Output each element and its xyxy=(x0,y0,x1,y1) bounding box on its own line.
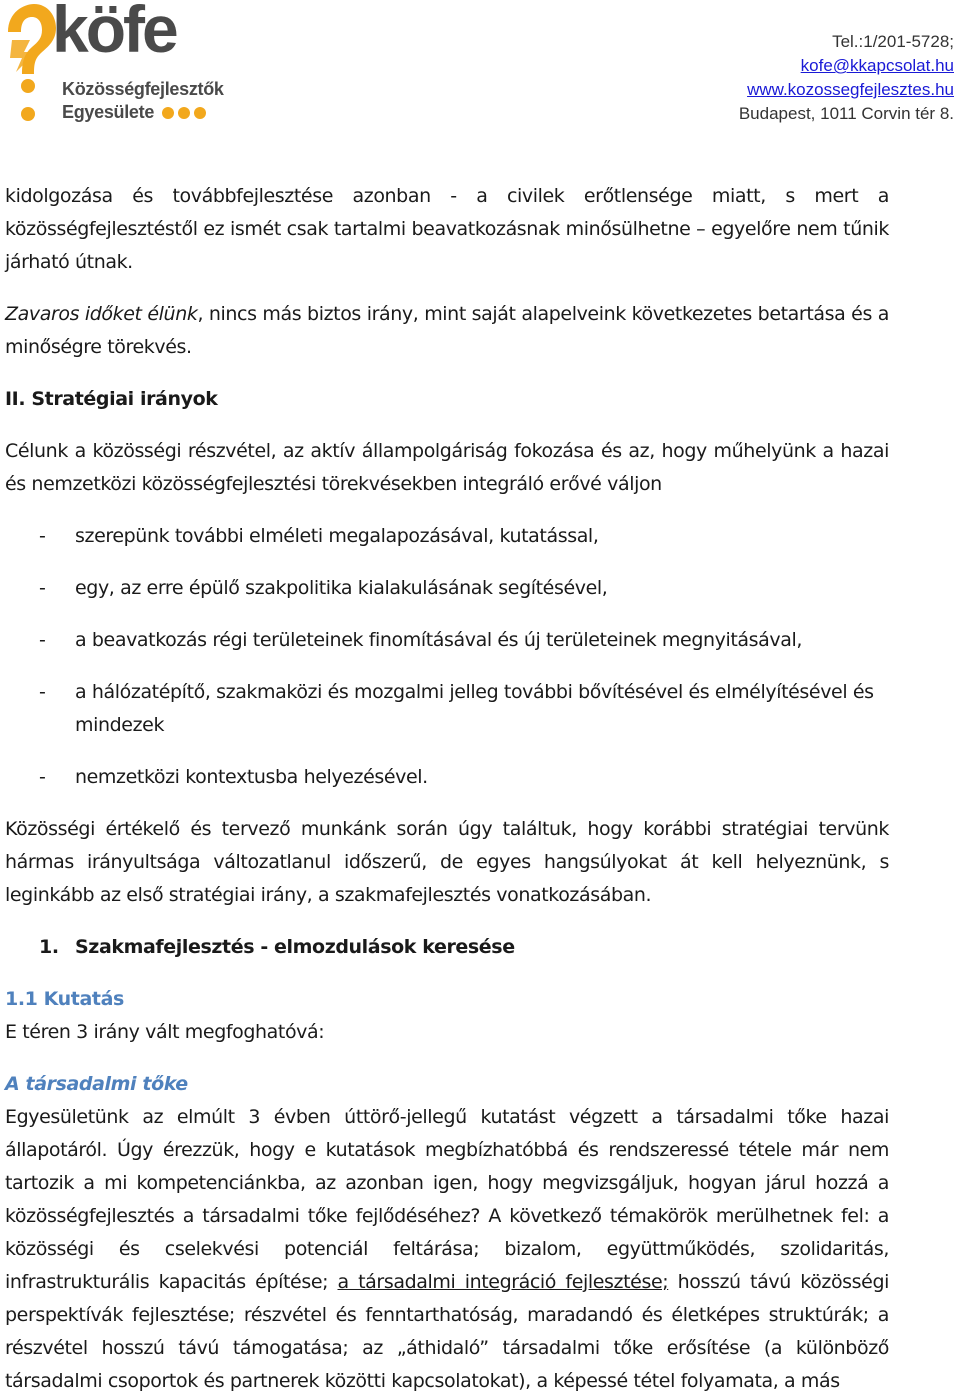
contact-email-link[interactable]: kofe@kkapcsolat.hu xyxy=(800,56,954,75)
list-dash: - xyxy=(39,766,46,788)
list-item xyxy=(5,676,889,742)
underlined-phrase: a társadalmi integráció fejlesztése; xyxy=(337,1271,669,1293)
list-item-text: szerepünk további elméleti megalapozásával, kutatással, xyxy=(75,525,599,547)
paragraph: E téren 3 irány vált megfoghatóvá: xyxy=(5,1021,325,1043)
contact-block xyxy=(739,30,954,126)
list-item xyxy=(5,572,889,605)
document-body xyxy=(5,180,889,1398)
logo-wordmark: köfe xyxy=(52,0,176,66)
paragraph xyxy=(5,1101,889,1398)
logo-subtitle-line1: Közösségfejlesztők xyxy=(62,79,224,99)
heading-number: 1. xyxy=(39,936,59,958)
list-dash: - xyxy=(39,577,46,599)
paragraph: Közösségi értékelő és tervező munkánk során úgy találtuk, hogy korábbi stratégiai tervünk hármas irányultsága változatlanul időszerű, de egyes hangsúlyokat át kell helyeznünk, s leginkább az első stratégiai irány, a szakmafejlesztés vonatkozásában. xyxy=(5,818,889,906)
heading-text: Szakmafejlesztés - elmozdulások keresése xyxy=(75,936,515,958)
list-item-text: a hálózatépítő, szakmaközi és mozgalmi jelleg további bővítésével és elmélyítésével és mindezek xyxy=(75,681,874,736)
paragraph-text: hosszú távú közösségi perspektívák fejlesztése; részvétel és fenntarthatóság, maradandó és életképes struktúrák; a részvétel hosszú távú támogatása; az „áthidaló” társadalmi tőke erősítése (a különböző társadalmi csoportok és partnerek közötti kapcsolatokat), a képessé tétel folyamata, a más xyxy=(5,1271,889,1392)
topic-heading: A társadalmi tőke xyxy=(5,1073,188,1095)
paragraph-text: Egyesületünk az elmúlt 3 évben úttörő-jellegű kutatást végzett a társadalmi tőke hazai állapotáról. Úgy érezzük, hogy e kutatások megbízhatóbbá és rendszeressé tétele már nem tartozik a mi kompetenciánkba, az azonban igen, hogy megvizsgáljuk, hogyan járul hozzá a közösségfejlesztés a társadalmi tőke fejlődéséhez? A következő témakörök merülhetnek fel: a közösségi és cselekvési potenciál feltárása; bizalom, együttműködés, szolidaritás, infrastrukturális kapacitás építése; xyxy=(5,1106,889,1293)
paragraph: Célunk a közösségi részvétel, az aktív állampolgáriság fokozása és az, hogy műhelyünk a hazai és nemzetközi közösségfejlesztési törekvésekben integráló erővé váljon xyxy=(5,440,889,495)
logo-subtitle-line2: Egyesülete xyxy=(62,102,155,122)
list-dash: - xyxy=(39,525,46,547)
contact-phone: Tel.:1/201-5728; xyxy=(832,32,954,51)
list-dash: - xyxy=(39,681,46,703)
logo-dots xyxy=(162,106,210,124)
paragraph xyxy=(5,298,889,364)
list-item-text: egy, az erre épülő szakpolitika kialakulásának segítésével, xyxy=(75,577,608,599)
subsection-heading: 1.1 Kutatás xyxy=(5,988,124,1010)
list-item-text: nemzetközi kontextusba helyezésével. xyxy=(75,766,428,788)
strategy-list xyxy=(5,520,889,794)
section-heading: II. Stratégiai irányok xyxy=(5,388,218,410)
paragraph-text: , nincs más biztos irány, mint saját alapelveink következetes betartása és a minőségre törekvés. xyxy=(5,303,890,358)
numbered-heading xyxy=(5,931,889,964)
list-item xyxy=(5,624,889,657)
list-item xyxy=(5,520,889,553)
italic-phrase: Zavaros időket élünk xyxy=(5,303,198,325)
contact-website-link[interactable]: www.kozossegfejlesztes.hu xyxy=(747,80,954,99)
kofe-logo xyxy=(2,2,242,128)
list-dash: - xyxy=(39,629,46,651)
list-item xyxy=(5,761,889,794)
paragraph: kidolgozása és továbbfejlesztése azonban - a civilek erőtlensége miatt, s mert a közösségfejlesztéstől ez ismét csak tartalmi beavatkozásnak minősülhetne – egyelőre nem tűnik járható útnak. xyxy=(5,185,889,273)
question-mark-logo-icon xyxy=(2,2,58,128)
contact-address: Budapest, 1011 Corvin tér 8. xyxy=(738,104,954,123)
list-item-text: a beavatkozás régi területeinek finomításával és új területeinek megnyitásával, xyxy=(75,629,802,651)
